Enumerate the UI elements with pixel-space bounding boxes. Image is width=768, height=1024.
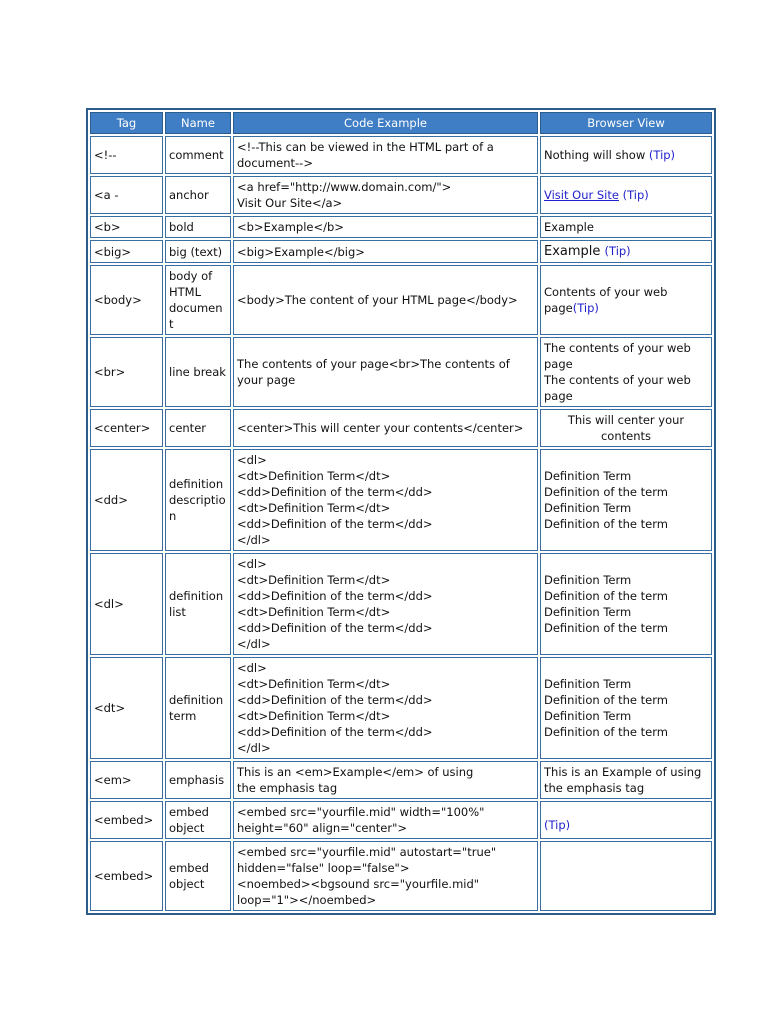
code-cell: <dl> <dt>Definition Term</dt> <dd>Definition of the term</dd> <dt>Definition Term</dt> <dd>Definition of the term</dd> </dl> (233, 449, 538, 551)
code-cell: <a href="http://www.domain.com/"> Visit Our Site</a> (233, 176, 538, 214)
view-cell: Example (540, 216, 712, 238)
table-row (90, 240, 712, 263)
table-row (90, 657, 712, 759)
visit-our-site-link[interactable]: Visit Our Site (544, 188, 619, 202)
code-cell: <dl> <dt>Definition Term</dt> <dd>Definition of the term</dd> <dt>Definition Term</dt> <dd>Definition of the term</dd> </dl> (233, 657, 538, 759)
view-cell (540, 240, 712, 263)
name-cell: big (text) (165, 240, 231, 263)
view-cell: Definition Term Definition of the term Definition Term Definition of the term (540, 657, 712, 759)
name-cell: definition description (165, 449, 231, 551)
table-row (90, 136, 712, 174)
table-row (90, 553, 712, 655)
tag-cell: <body> (90, 265, 163, 335)
tag-cell: <embed> (90, 841, 163, 911)
view-cell: This is an Example of using the emphasis tag (540, 761, 712, 799)
view-text: Nothing will show (544, 148, 649, 162)
name-cell: definition list (165, 553, 231, 655)
name-cell: embed object (165, 801, 231, 839)
tip-link[interactable]: (Tip) (572, 301, 599, 315)
view-cell: Definition Term Definition of the term Definition Term Definition of the term (540, 449, 712, 551)
tag-cell: <a - (90, 176, 163, 214)
view-text: Example (544, 244, 605, 259)
tip-link[interactable]: (Tip) (544, 818, 571, 832)
name-cell: embed object (165, 841, 231, 911)
tag-cell: <center> (90, 409, 163, 447)
name-cell: body of HTML document (165, 265, 231, 335)
tag-cell: <br> (90, 337, 163, 407)
name-cell: definition term (165, 657, 231, 759)
view-cell (540, 265, 712, 335)
tip-link[interactable]: (Tip) (622, 188, 649, 202)
tip-link[interactable]: (Tip) (604, 244, 631, 258)
table-row (90, 337, 712, 407)
tag-cell: <dd> (90, 449, 163, 551)
header-tag: Tag (90, 112, 163, 134)
table-row (90, 176, 712, 214)
name-cell: center (165, 409, 231, 447)
view-text: Contents of your web page (544, 285, 668, 315)
code-cell: This is an <em>Example</em> of using the emphasis tag (233, 761, 538, 799)
code-cell: <dl> <dt>Definition Term</dt> <dd>Definition of the term</dd> <dt>Definition Term</dt> <dd>Definition of the term</dd> </dl> (233, 553, 538, 655)
table-row (90, 841, 712, 911)
code-cell: <big>Example</big> (233, 240, 538, 263)
view-cell (540, 136, 712, 174)
code-cell: <body>The content of your HTML page</body> (233, 265, 538, 335)
html-tags-reference (86, 108, 716, 915)
code-cell: <embed src="yourfile.mid" width="100%" height="60" align="center"> (233, 801, 538, 839)
code-cell: <!--This can be viewed in the HTML part of a document--> (233, 136, 538, 174)
tag-cell: <em> (90, 761, 163, 799)
name-cell: anchor (165, 176, 231, 214)
code-cell: <center>This will center your contents</center> (233, 409, 538, 447)
view-cell: This will center your contents (540, 409, 712, 447)
table-row (90, 761, 712, 799)
header-row (90, 112, 712, 134)
tag-cell: <big> (90, 240, 163, 263)
tag-cell: <!-- (90, 136, 163, 174)
tags-table (86, 108, 716, 915)
view-cell (540, 801, 712, 839)
name-cell: emphasis (165, 761, 231, 799)
code-cell: <b>Example</b> (233, 216, 538, 238)
table-row (90, 216, 712, 238)
name-cell: line break (165, 337, 231, 407)
table-row (90, 449, 712, 551)
name-cell: bold (165, 216, 231, 238)
view-cell (540, 841, 712, 911)
view-cell (540, 176, 712, 214)
view-cell: The contents of your web page The contents of your web page (540, 337, 712, 407)
header-name: Name (165, 112, 231, 134)
table-row (90, 409, 712, 447)
name-cell: comment (165, 136, 231, 174)
table-row (90, 265, 712, 335)
tip-link[interactable]: (Tip) (648, 148, 676, 162)
tag-cell: <b> (90, 216, 163, 238)
header-browser-view: Browser View (540, 112, 712, 134)
tag-cell: <dl> (90, 553, 163, 655)
code-cell: The contents of your page<br>The contents of your page (233, 337, 538, 407)
tag-cell: <embed> (90, 801, 163, 839)
view-cell: Definition Term Definition of the term Definition Term Definition of the term (540, 553, 712, 655)
tag-cell: <dt> (90, 657, 163, 759)
table-row (90, 801, 712, 839)
code-cell: <embed src="yourfile.mid" autostart="true" hidden="false" loop="false"> <noembed><bgsound src="yourfile.mid" loop="1"></noembed> (233, 841, 538, 911)
header-code-example: Code Example (233, 112, 538, 134)
